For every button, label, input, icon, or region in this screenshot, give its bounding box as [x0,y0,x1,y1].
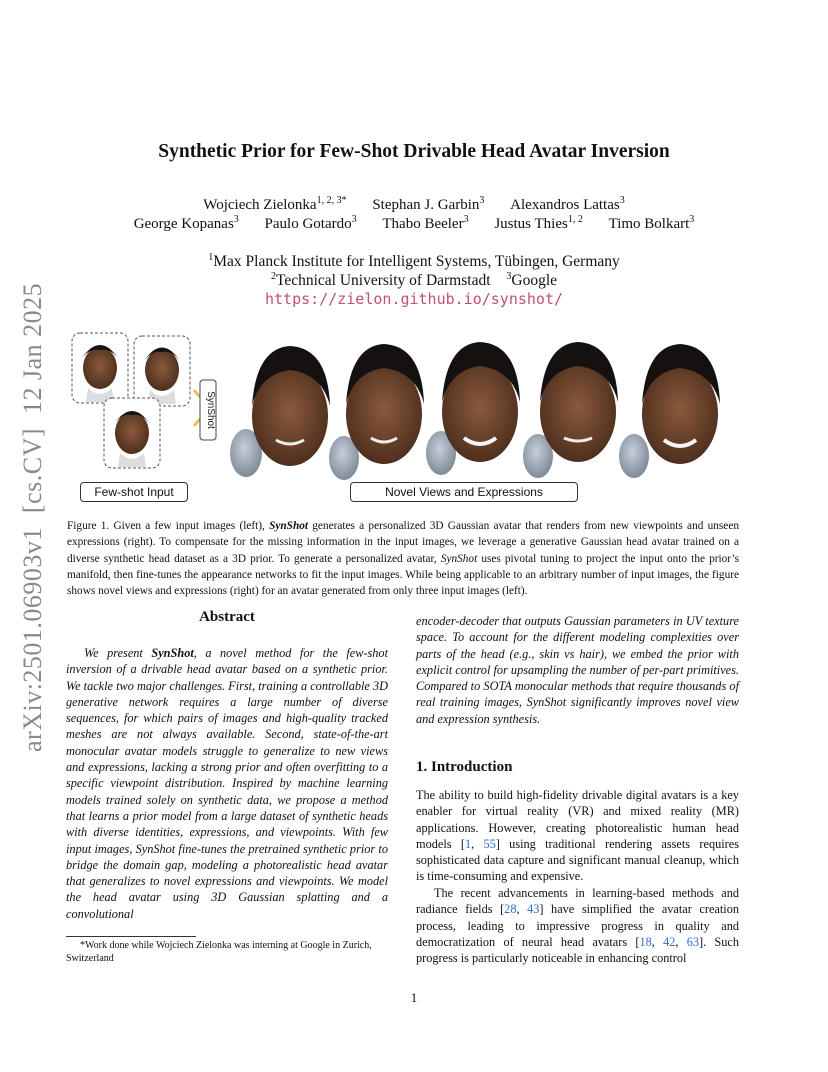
authors-line-1 [0,195,828,214]
intro-paragraph-1: The ability to build high-fidelity drivable digital avatars is a key enabler for virtual reality (VR) and mixed reality (MR) applications. However, creating photorealistic human head models [1, 55] using traditional rendering assets requires sophisticated data capture and significant manual cleanup, which is time-consuming and expensive. [416,788,740,884]
page-number: 1 [410,990,418,1005]
affiliation-1: $^1$Max Planck Institute for Intelligent Systems, Tübingen, Germany [208,252,620,271]
author: Stephan J. Garbin$^3$ [372,195,485,213]
novel-view-5 [619,344,720,478]
abstract-right: encoder-decoder that outputs Gaussian parameters in UV texture space. To account for the different modeling complexities over parts of the head (e.g., skin vs hair), we embed the prior with explicit control for upsampling the number of per-part primitives. Compared to SOTA monocular methods that require thousands of real training images, SynShot significantly improves novel view and expression synthesis. [416,614,739,726]
novel-view-2 [329,344,424,480]
figure-caption: Figure 1. Given a few input images (left), SynShot generates a personalized 3D Gaussian avatar that renders from new viewpoints and unseen expressions (right). To compensate for the missing information in the input images, we leverage a generative Gaussian head avatar trained on a diverse synthetic head dataset as a 3D prior. To generate a personalized avatar, SynShot uses pivotal tuning to project the input onto the prior’s manifold, then fine-tunes the appearance networks to fit the input images. While being applicable to an arbitrary number of input images, the figure shows novel views and expressions (right) for an avatar generated from only three input images (left). [67,520,740,598]
author: Timo Bolkart$^3$ [608,214,695,232]
few-shot-input-label: Few-shot Input [80,482,188,502]
project-url[interactable]: https://zielon.github.io/synshot/ [264,290,563,308]
input-card-2 [134,336,190,406]
arxiv-id: arXiv:2501.06903v1 [18,527,47,752]
novel-view-4 [523,342,618,478]
footnote-rule [66,936,196,937]
footnote: *Work done while Wojciech Zielonka was interning at Google in Zurich, Switzerland [66,940,372,964]
abstract-left: We present SynShot, a novel method for the few-shot inversion of a drivable head avatar based on a synthetic prior. We tackle two major challenges. First, training a controllable 3D generative network requires a large number of diverse sequences, for which pairs of images and high-quality tracked meshes are not always available. Second, state-of-the-art monocular avatar models struggle to generalize to new views and expressions, lacking a strong prior and often overfitting to a specific viewpoint distribution. Inspired by machine learning models trained solely on synthetic data, we propose a method that learns a prior model from a large dataset of synthetic heads with diverse identities, expressions, and viewpoints. With few input images, SynShot fine-tunes the pretrained synthetic prior to bridge the domain gap, modeling a photorealistic head avatar that generalizes to novel expressions and viewpoints. We model the head avatar using 3D Gaussian splatting and a convolutional [66,646,389,921]
input-card-1 [72,333,128,403]
authors-line-2 [0,214,828,233]
novel-view-1 [230,346,330,477]
arxiv-category: [cs.CV] [18,427,47,514]
synshot-arrow [194,380,216,440]
arxiv-date: 12 Jan 2025 [18,282,47,414]
author: Paulo Gotardo$^3$ [264,214,357,232]
abstract-heading: Abstract [199,609,255,625]
arxiv-stamp [18,269,48,752]
author: Thabo Beeler$^3$ [382,214,469,232]
paper-title: Synthetic Prior for Few-Shot Drivable Head Avatar Inversion [158,141,670,162]
novel-view-3 [426,342,520,475]
intro-paragraph-2: The recent advancements in learning-based methods and radiance fields [28, 43] have simplified the avatar creation process, leading to impressive progress in quality and democratization of neural head avatars [18, 42, 63]. Such progress is particularly noticeable in enhancing control [416,886,739,966]
affiliation-2-3: $^2$Technical University of Darmstadt $^3$Google [270,271,558,290]
input-card-3 [104,398,160,468]
intro-heading: 1. Introduction [416,759,513,775]
teaser-figure-graphic [66,328,742,508]
novel-views-label: Novel Views and Expressions [350,482,578,502]
author: Wojciech Zielonka$^{1, 2, 3*}$ [203,195,347,213]
author: Justus Thies$^{1, 2}$ [494,214,583,232]
author: George Kopanas$^3$ [133,214,239,232]
synshot-label: SynShot [205,391,216,429]
teaser-figure [66,328,742,508]
author: Alexandros Lattas$^3$ [510,195,625,213]
